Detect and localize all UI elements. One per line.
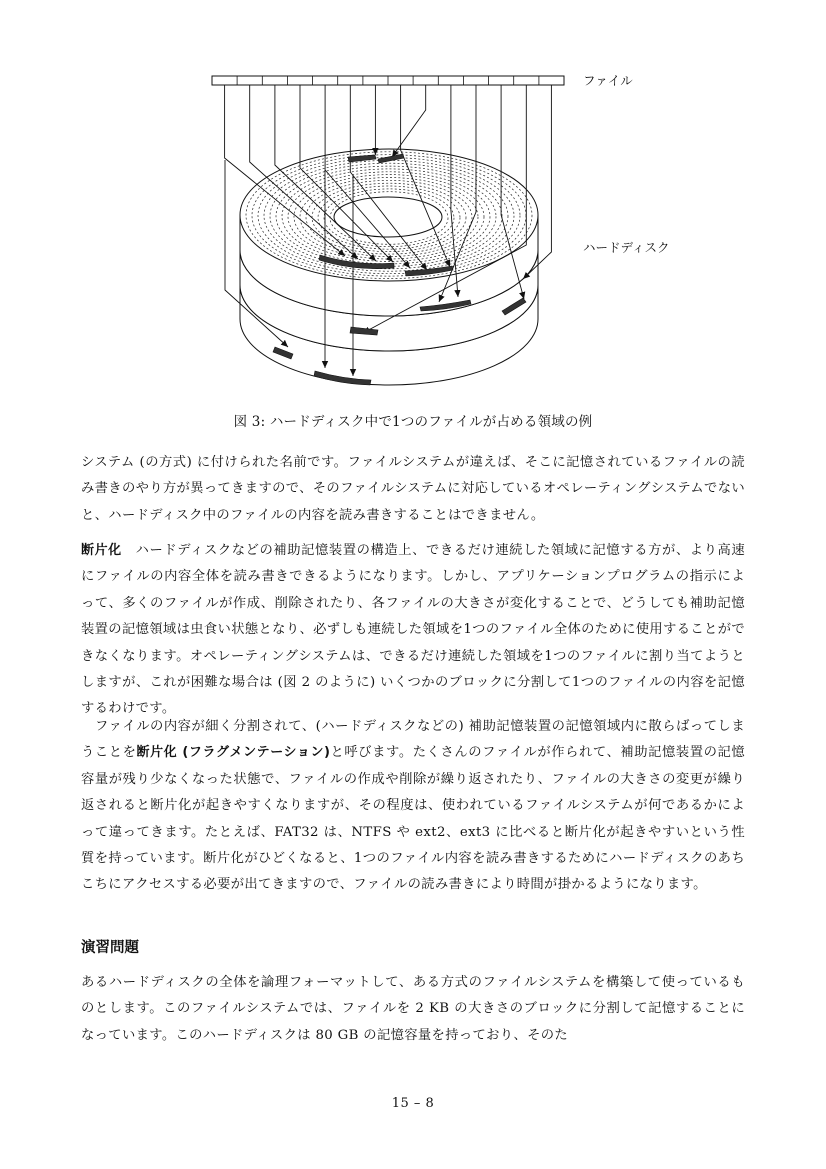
fragmentation-body: ハードディスクなどの補助記憶装置の構造上、できるだけ連続した領域に記憶する方が、より高速にファイルの内容全体を読み書きできるようになります。しかし、アプリケーションプログラムの指示によって、多くのファイルが作成、削除されたり、各ファイルの大きさが変化することで、どうしても補助記憶装置の記憶領域は虫食い状態となり、必ずしも連続した領域を1つのファイル全体のために使用することができなくなります。オペレーティングシステムは、できるだけ連続した領域を1つのファイルに割り当てようとしますが、これが困難な場合は (図 2 のように) いくつかのブロックに分割して1つのファイルの内容を記憶するわけです。 bbox=[81, 543, 745, 717]
fragmentation-p2-term: 断片化 (フラグメンテーション) bbox=[136, 745, 331, 761]
label-file: ファイル bbox=[583, 73, 633, 88]
fragmentation-paragraph-2 bbox=[81, 714, 745, 899]
fragmentation-p2-lead: ファイルの内容が細く分割されて、(ハードディスクなどの) 補助記憶装置の記憶領域内に散らばってしまうことを bbox=[81, 719, 745, 761]
fragmentation-p2-tail: と呼びます。たくさんのファイルが作られて、補助記憶装置の記憶容量が残り少なくなった状態で、ファイルの作成や削除が繰り返されたり、ファイルの大きさの変更が繰り返されると断片化が起きやすくなりますが、その程度は、使われているファイルシステムが何であるかによって違ってきます。たとえば、FAT32 は、NTFS や ext2、ext3 に比べると断片化が起きやすいという性質を持っています。断片化がひどくなると、1つのファイル内容を読み書きするためにハードディスクのあちこちにアクセスする必要が出てきますので、ファイルの読み書きにより時間が掛かるようになります。 bbox=[81, 745, 746, 893]
fragmentation-term: 断片化 bbox=[81, 543, 122, 558]
file-block-strip bbox=[212, 76, 564, 85]
page-number: 15 – 8 bbox=[391, 1096, 435, 1111]
figure-caption: 図 3: ハードディスク中で1つのファイルが占める領域の例 bbox=[233, 414, 593, 430]
intro-paragraph: システム (の方式) に付けられた名前です。ファイルシステムが違えば、そこに記憶されているファイルの読み書きのやり方が異ってきますので、そのファイルシステムに対応しているオペレーティングシステムでないと、ハードディスク中のファイルの内容を読み書きすることはできません。 bbox=[81, 455, 745, 523]
exercise-heading: 演習問題 bbox=[81, 940, 139, 956]
fragmentation-paragraph-1 bbox=[81, 538, 745, 723]
exercise-paragraph: あるハードディスクの全体を論理フォーマットして、ある方式のファイルシステムを構築して使っているものとします。このファイルシステムでは、ファイルを 2 KB の大きさのブロックに分割して記憶することになっています。このハードディスクは 80 GB の記憶容量を持っており、そのた bbox=[81, 975, 745, 1043]
hard-disk-fragmentation-figure bbox=[0, 0, 826, 400]
label-hard-disk: ハードディスク bbox=[583, 240, 670, 255]
